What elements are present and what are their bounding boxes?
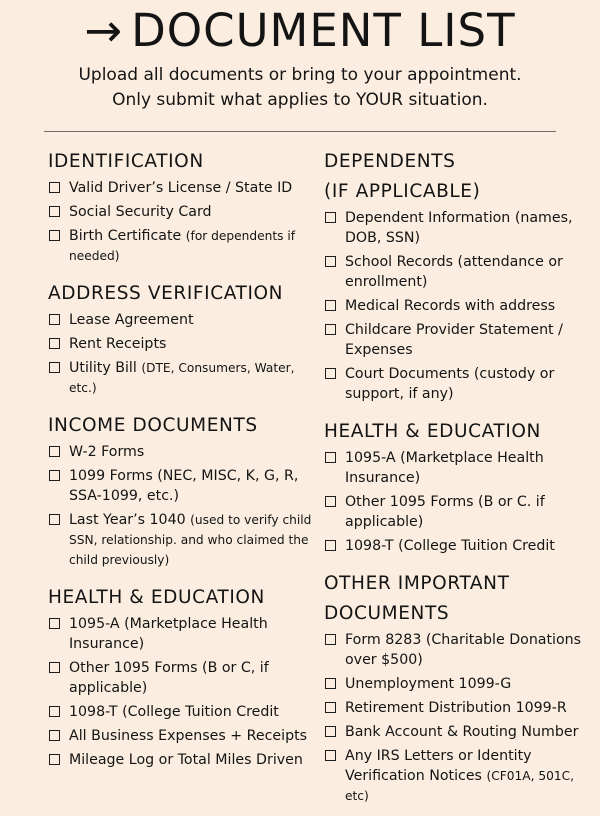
item-label: Lease Agreement — [69, 312, 194, 328]
section-heading: ADDRESS VERIFICATION — [48, 283, 284, 304]
intro-line-1: Upload all documents or bring to your appointment. — [78, 65, 522, 85]
checklist-item-text — [345, 722, 578, 742]
checkbox-icon[interactable] — [325, 256, 336, 267]
section-heading: DEPENDENTS — [324, 151, 456, 172]
checkbox-icon[interactable] — [325, 212, 336, 223]
item-label: Other 1095 Forms (B or C. if applicable) — [345, 494, 545, 530]
checkbox-icon[interactable] — [49, 314, 60, 325]
checklist-item — [48, 442, 316, 462]
checklist-item — [48, 750, 316, 770]
title-text: DOCUMENT LIST — [131, 4, 516, 57]
checklist-item-text — [69, 510, 316, 570]
checklist-item — [324, 252, 586, 292]
item-label: Last Year’s 1040 — [69, 512, 186, 528]
left-column — [48, 148, 316, 774]
checklist-item-text — [345, 536, 555, 556]
checklist-item-text — [345, 208, 586, 248]
item-label: Bank Account & Routing Number — [345, 724, 579, 740]
checkbox-icon[interactable] — [325, 678, 336, 689]
arrow-right-icon: → — [84, 4, 124, 57]
checkbox-icon[interactable] — [325, 496, 336, 507]
checklist-item-text — [69, 702, 279, 722]
right-column — [324, 148, 586, 810]
item-label: Birth Certificate — [69, 228, 182, 244]
item-label: Rent Receipts — [69, 336, 167, 352]
intro-text — [0, 63, 600, 113]
checklist-item-text — [345, 320, 586, 360]
section-heading-line-2: DOCUMENTS — [324, 603, 450, 624]
checklist-item — [48, 226, 316, 266]
checkbox-icon[interactable] — [49, 182, 60, 193]
checklist-item-text — [69, 726, 307, 746]
item-label: Mileage Log or Total Miles Driven — [69, 752, 303, 768]
checklist-item — [324, 320, 586, 360]
section-dependents — [324, 148, 586, 404]
section-heading-line-2: (IF APPLICABLE) — [324, 181, 481, 202]
item-label: 1095-A (Marketplace Health Insurance) — [345, 450, 544, 486]
divider — [44, 131, 556, 132]
item-label: Childcare Provider Statement / Expenses — [345, 322, 563, 358]
item-label: Medical Records with address — [345, 298, 556, 314]
item-label: Court Documents (custody or support, if any) — [345, 366, 555, 402]
checkbox-icon[interactable] — [325, 452, 336, 463]
checklist-item — [324, 698, 586, 718]
checkbox-icon[interactable] — [49, 730, 60, 741]
checklist-item — [324, 674, 586, 694]
checkbox-icon[interactable] — [49, 662, 60, 673]
checkbox-icon[interactable] — [49, 754, 60, 765]
checklist-item-text — [345, 698, 567, 718]
item-label: 1098-T (College Tuition Credit — [345, 538, 555, 554]
checklist-item — [324, 746, 586, 806]
checklist-item-text — [345, 252, 586, 292]
item-label: Other 1095 Forms (B or C, if applicable) — [69, 660, 269, 696]
checklist-item-text — [69, 442, 144, 462]
checkbox-icon[interactable] — [325, 726, 336, 737]
item-note: (used to verify child SSN, relationship. and who claimed the child previously) — [69, 513, 312, 567]
checklist-item-text — [69, 310, 194, 330]
checkbox-icon[interactable] — [49, 470, 60, 481]
section-health-education — [48, 584, 316, 770]
section-address-verification — [48, 280, 316, 398]
checklist-item — [48, 702, 316, 722]
checklist-item-text — [345, 364, 586, 404]
checklist-item-text — [345, 448, 586, 488]
checklist-item — [48, 310, 316, 330]
checkbox-icon[interactable] — [49, 446, 60, 457]
checklist-item — [48, 358, 316, 398]
checkbox-icon[interactable] — [325, 750, 336, 761]
checklist-item — [48, 614, 316, 654]
section-identification — [48, 148, 316, 266]
item-label: Retirement Distribution 1099-R — [345, 700, 567, 716]
item-label: Valid Driver’s License / State ID — [69, 180, 293, 196]
section-other-important — [324, 570, 586, 806]
item-label: Unemployment 1099-G — [345, 676, 512, 692]
checklist-item-text — [69, 658, 316, 698]
item-label: Utility Bill — [69, 360, 137, 376]
checkbox-icon[interactable] — [325, 324, 336, 335]
checkbox-icon[interactable] — [49, 514, 60, 525]
checklist-item-text — [345, 492, 586, 532]
item-label: Dependent Information (names, DOB, SSN) — [345, 210, 573, 246]
checkbox-icon[interactable] — [49, 362, 60, 373]
checklist-item — [324, 208, 586, 248]
section-spacer — [48, 270, 316, 280]
checkbox-icon[interactable] — [325, 702, 336, 713]
item-label: 1095-A (Marketplace Health Insurance) — [69, 616, 268, 652]
item-label: W-2 Forms — [69, 444, 145, 460]
checkbox-icon[interactable] — [49, 618, 60, 629]
checklist-item — [48, 726, 316, 746]
section-heading: HEALTH & EDUCATION — [48, 587, 265, 608]
item-label: All Business Expenses + Receipts — [69, 728, 308, 744]
checklist-item-text — [345, 296, 555, 316]
checklist-item-text — [69, 466, 316, 506]
item-label: School Records (attendance or enrollment) — [345, 254, 563, 290]
checklist-item — [324, 296, 586, 316]
checkbox-icon[interactable] — [49, 706, 60, 717]
checklist-item — [48, 658, 316, 698]
section-spacer — [48, 402, 316, 412]
section-heading: HEALTH & EDUCATION — [324, 421, 541, 442]
item-label: Form 8283 (Charitable Donations over $500) — [345, 632, 582, 668]
checkbox-icon[interactable] — [325, 368, 336, 379]
checklist-item — [48, 510, 316, 570]
item-note: (for dependents if needed) — [69, 229, 296, 263]
section-heading: OTHER IMPORTANT — [324, 573, 510, 594]
checklist-item — [48, 202, 316, 222]
checklist-item-text — [345, 674, 511, 694]
checklist-item-text — [345, 746, 586, 806]
section-heading: IDENTIFICATION — [48, 151, 204, 172]
section-spacer — [324, 408, 586, 418]
item-label: 1098-T (College Tuition Credit — [69, 704, 279, 720]
item-label: Social Security Card — [69, 204, 212, 220]
checklist-item-text — [345, 630, 586, 670]
checklist-item-text — [69, 358, 316, 398]
checklist-item — [324, 364, 586, 404]
item-label: 1099 Forms (NEC, MISC, K, G, R, SSA-1099, etc.) — [69, 468, 299, 504]
checklist-item — [324, 722, 586, 742]
section-income-documents — [48, 412, 316, 570]
item-label: Any IRS Letters or Identity Verification Notices — [345, 748, 532, 784]
checklist-item — [48, 178, 316, 198]
checkbox-icon[interactable] — [325, 634, 336, 645]
checkbox-icon[interactable] — [49, 206, 60, 217]
section-heading: INCOME DOCUMENTS — [48, 415, 258, 436]
checkbox-icon[interactable] — [49, 338, 60, 349]
checklist-item-text — [69, 178, 292, 198]
intro-line-2: Only submit what applies to YOUR situation. — [112, 90, 488, 110]
checklist-item — [324, 630, 586, 670]
checkbox-icon[interactable] — [49, 230, 60, 241]
checkbox-icon[interactable] — [325, 300, 336, 311]
checklist-item-text — [69, 334, 166, 354]
checklist-item — [324, 448, 586, 488]
page-title — [0, 4, 600, 58]
item-note: (CF01A, 501C, etc) — [345, 769, 574, 803]
checklist-item-text — [69, 750, 303, 770]
checklist-item — [48, 334, 316, 354]
checklist-item — [324, 536, 586, 556]
checklist-item-text — [69, 202, 212, 222]
checkbox-icon[interactable] — [325, 540, 336, 551]
checklist-item-text — [69, 226, 316, 266]
section-spacer — [324, 560, 586, 570]
checklist-item — [324, 492, 586, 532]
section-health-education — [324, 418, 586, 556]
section-spacer — [48, 574, 316, 584]
checklist-item — [48, 466, 316, 506]
item-note: (DTE, Consumers, Water, etc.) — [69, 361, 295, 395]
checklist-item-text — [69, 614, 316, 654]
